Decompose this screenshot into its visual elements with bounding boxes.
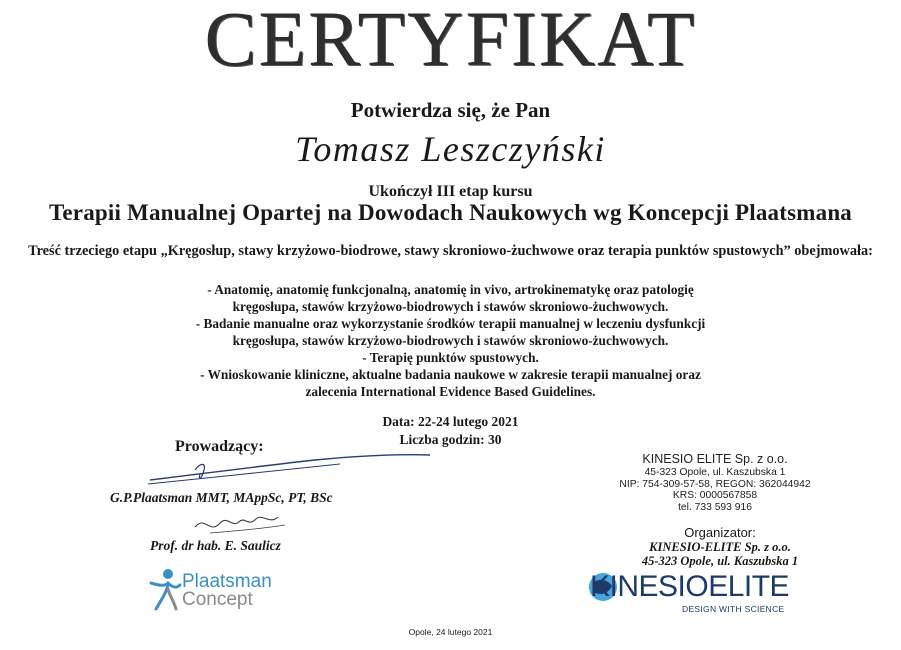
plaatsman-logo-line1: Plaatsman [182,571,272,592]
kinesio-tagline: DESIGN WITH SCIENCE [682,604,785,614]
organizer-label: Organizator: [684,525,756,540]
stamp-company: KINESIO ELITE Sp. z o.o. [642,452,788,466]
topic-line: kręgosłupa, stawów krzyżowo-biodrowych i stawów skroniowo-żuchwowych. [232,333,669,348]
topic-line: - Anatomię, anatomię funkcjonalną, anatomię in vivo, artrokinematykę oraz patologię [207,282,694,297]
organizer-block [540,526,900,568]
plaatsman-figure-icon [148,567,182,611]
instructors-label: Prowadzący: [175,438,264,455]
topic-line: kręgosłupa, stawów krzyżowo-biodrowych i stawów skroniowo-żuchwowych. [232,299,669,314]
topic-line: - Badanie manualne oraz wykorzystanie środków terapii manualnej w leczeniu dysfunkcji [195,316,706,331]
company-stamp [560,452,870,513]
stamp-line: 45-323 Opole, ul. Kaszubska 1 [644,467,786,478]
plaatsman-logo-line2: Concept [182,589,253,610]
stamp-line: tel. 733 593 916 [678,501,752,513]
signer-saulicz: Prof. dr hab. E. Saulicz [150,538,281,553]
course-date: Data: 22-24 lutego 2021 [382,414,519,429]
signature-saulicz [190,505,310,540]
scope-sentence: Treść trzeciego etapu „Kręgosłup, stawy krzyżowo-biodrowe, stawy skroniowo-żuchwowe oraz terapia punktów spustowych” obejmowała: [28,243,873,259]
topics-list [0,281,901,400]
kinesio-elite-logo [590,570,790,616]
completed-text: Ukończył III etap kursu [368,183,533,200]
kinesio-logo-part2: ELITE [708,570,790,603]
organizer-address: 45-323 Opole, ul. Kaszubska 1 [641,554,799,568]
organizer-name: KINESIO-ELITE Sp. z o.o. [649,540,791,554]
certificate-title: CERTYFIKAT [204,0,697,82]
plaatsman-logo [148,567,288,612]
signer-plaatsman: G.P.Plaatsman MMT, MAppSc, PT, BSc [110,490,333,505]
stamp-line: KRS: 0000567858 [672,490,758,501]
stamp-line: NIP: 754-309-57-58, REGON: 362044942 [619,478,811,490]
course-name: Terapii Manualnej Opartej na Dowodach Naukowych wg Koncepcji Plaatsmana [48,200,853,225]
intro-text: Potwierdza się, że Pan [350,98,551,122]
topic-line: - Terapię punktów spustowych. [362,350,539,365]
signature-plaatsman [140,448,440,493]
recipient-name: Tomasz Leszczyński [295,129,606,169]
footer-place-date: Opole, 24 lutego 2021 [408,627,493,637]
course-hours: Liczba godzin: 30 [399,432,502,447]
kinesio-logo-part1: KINESIO [590,570,709,603]
topic-line: - Wnioskowanie kliniczne, aktualne badania naukowe w zakresie terapii manualnej oraz [200,367,701,382]
topic-line: zalecenia International Evidence Based Guidelines. [305,384,596,399]
